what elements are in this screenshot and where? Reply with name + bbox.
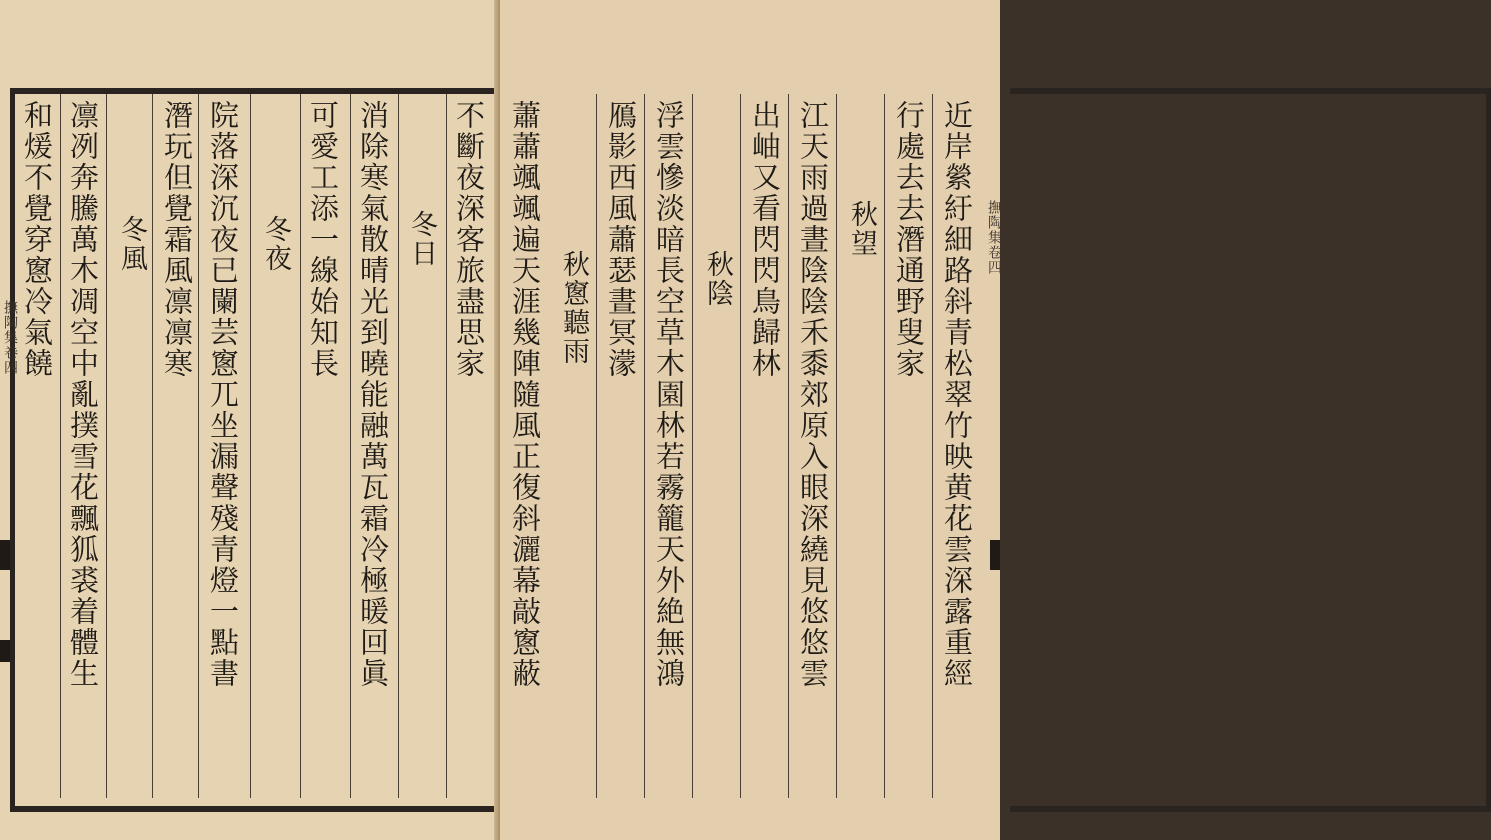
column-rule: [884, 94, 885, 798]
text-column: 出岫又看閃閃鳥歸林: [748, 100, 782, 379]
text-column: 蕭蕭颯颯遍天涯幾陣隨風正復斜灑幕敲窻蔽: [508, 100, 542, 689]
margin-label: 撫陶集卷四: [986, 200, 1002, 275]
poem-title: 秋望: [846, 200, 877, 258]
column-rule: [198, 94, 199, 798]
text-column: 凛冽奔騰萬木凋空中亂撲雪花飄狐裘着體生: [66, 100, 100, 689]
text-column: 浮雲慘淡暗長空草木園林若霧籠天外絶無鴻: [652, 100, 686, 689]
column-rule: [788, 94, 789, 798]
edge-mark: [0, 640, 10, 662]
right-page: [500, 0, 1000, 840]
column-rule: [836, 94, 837, 798]
edge-mark: [0, 540, 10, 570]
right-page-frame: [1010, 88, 1491, 812]
text-column: 可愛工添一線始知長: [306, 100, 340, 379]
text-column: 近岸縈紆細路斜青松翠竹映黄花雲深露重經: [940, 100, 974, 689]
margin-label: 撫陶集卷四: [2, 300, 18, 375]
column-rule: [250, 94, 251, 798]
text-column: 鴈影西風蕭瑟晝冥濛: [604, 100, 638, 379]
column-rule: [644, 94, 645, 798]
text-column: 江天雨過晝陰陰禾黍郊原入眼深繞見悠悠雲: [796, 100, 830, 689]
column-rule: [152, 94, 153, 798]
text-column: 和煖不覺穿窻冷氣饒: [20, 100, 54, 379]
text-column: 不斷夜深客旅盡思家: [452, 100, 486, 379]
text-column: 消除寒氣散晴光到曉能融萬瓦霜冷極暖回眞: [356, 100, 390, 689]
column-rule: [300, 94, 301, 798]
poem-title: 秋陰: [702, 250, 733, 308]
column-rule: [106, 94, 107, 798]
edge-mark: [990, 540, 1000, 570]
column-rule: [596, 94, 597, 798]
poem-title: 冬日: [406, 210, 437, 268]
text-column: 行處去去潛通野叟家: [892, 100, 926, 379]
poem-title: 秋窻聽雨: [558, 250, 589, 366]
column-rule: [398, 94, 399, 798]
left-page: [0, 0, 500, 840]
column-rule: [60, 94, 61, 798]
column-rule: [692, 94, 693, 798]
column-rule: [350, 94, 351, 798]
column-rule: [740, 94, 741, 798]
text-column: 院落深沉夜已闌芸窻兀坐漏聲殘青燈一點書: [206, 100, 240, 689]
poem-title: 冬風: [116, 215, 147, 273]
text-column: 潛玩但覺霜風凛凛寒: [160, 100, 194, 379]
column-rule: [446, 94, 447, 798]
poem-title: 冬夜: [260, 215, 291, 273]
column-rule: [932, 94, 933, 798]
